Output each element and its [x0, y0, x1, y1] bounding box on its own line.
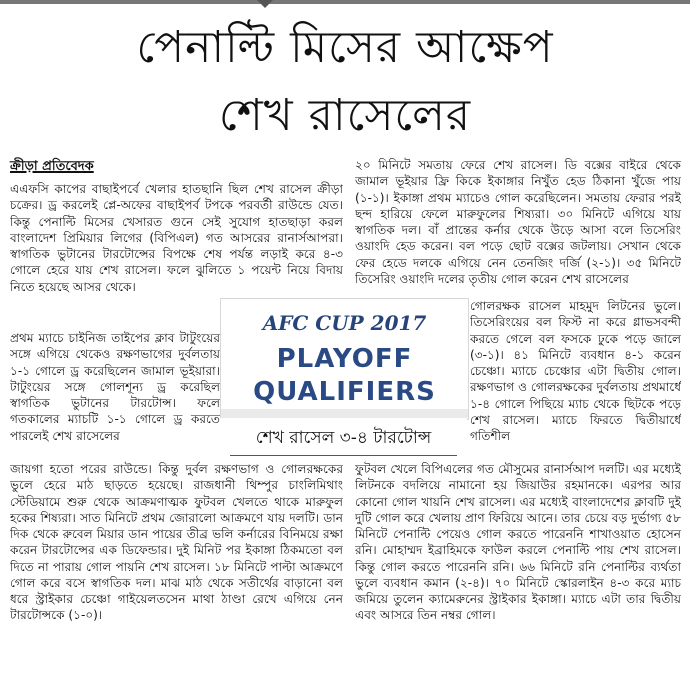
paragraph: গোলরক্ষক রাসেল মাহমুদ লিটনের ভুলে। তিসেরিংয়ের বল ফিস্ট না করে গ্লাভসবন্দী করতে গেলে বল ফসকে ঢুকে পড়ে জালে (৩-১)। ৪১ মিনিটে ব্যবধান ৪-১ করেন চেঞ্চো। ম্যাচে চেঞ্চোর এটা দ্বিতীয় গোল। রক্ষণভাগ ও গোলরক্ষকের দুর্বলতায় প্রথমার্ধে ১-৪ গোলে পিছিয়ে ম্যাচ থেকে ছিটকে পড়ে শেখ রাসেল। ম্যাচে ফিরতে দ্বিতীয়ার্ধে গতিশীল: [470, 299, 681, 443]
afc-cup-promo-image: [220, 298, 469, 420]
article-right-middle: [470, 298, 681, 458]
headline-line-2: শেখ রাসেলের: [218, 90, 472, 141]
promo-cup-title: AFC CUP 2017: [262, 311, 427, 335]
paragraph: ফুটবল খেলে বিপিএলের গত মৌসুমের রানার্সআপ দলটি। এর মধ্যেই লিটনকে বদলিয়ে নামানো হয় জিয়াউর রহমানকে। এরপর আর কোনো গোল খায়নি শেখ রাসেল। এর মধ্যেই বাংলাদেশের ক্লাবটি দুই দুটি গোল করে খেলায় প্রাণ ফিরিয়ে আনে। তার চেয়ে বড় দুর্ভাগ্য ৫৮ মিনিটে পেনাল্টি পেয়েও গোল করতে পারেননি শাখাওয়াত হোসেন রনি। মোহাম্মদ ইব্রাহিমকে ফাউল করলে পেনাল্টি পায় শেখ রাসেল। কিন্তু গোল করতে পারেননি রনি। ৬৬ মিনিটে রনি পেনাল্টির ব্যর্থতা ভুলে ব্যবধান কমান (২-৪)। ৭০ মিনিটে স্কোরলাইন ৪-৩ করে ম্যাচ জমিয়ে তুলেন ক্যামেরুনের স্ট্রাইকার ইকাঙ্গা। ম্যাচে এটা তার দ্বিতীয় এবং আসরে তিন নম্বর গোল।: [355, 462, 681, 623]
top-notch: [257, 0, 273, 8]
paragraph: ২০ মিনিটে সমতায় ফেরে শেখ রাসেল। ডি বক্সের বাইরে থেকে জামাল ভূইয়ার ফ্রি কিকে ইকাঙ্গার নিখুঁত হেড ঠিকানা খুঁজে পায় (১-১)। ইকাঙ্গা প্রথম ম্যাচেও গোল করেছিলেন। সমতায় ফেরার পরই ছন্দ হারিয়ে ফেলে মারুফুলের শিষ্যরা। ৩০ মিনিটে এগিয়ে যায় স্বাগতিক দল। বাঁ প্রান্তের কর্নার থেকে উড়ে আসা বলে তিসেরিং ওয়াংদি হেড করেন। বল পড়ে ছোট বক্সের জটলায়। সেখান থেকে ফের হেডে দলকে এগিয়ে নেন তেনজিং দর্জি (২-১)। ৩৫ মিনিটে তিসেরিং ওয়াংদি দলের তৃতীয় গোল করেন শেখ রাসেলের: [355, 158, 681, 286]
paragraph: জায়গা হতো পরের রাউন্ডে। কিন্তু দুর্বল রক্ষণভাগ ও গোলরক্ষকের ভুলে হেরে মাঠ ছাড়তে হয়েছে। রাজধানী থিম্পুর চাংলিমিথাং স্টেডিয়ামে শুরু থেকে আক্রমণাত্মক ফুটবল খেলতে থাকে মারুফুল হকের শিষ্যরা। সাত মিনিটে প্রথম জোরালো আক্রমণে যায় দলটি। ডান দিক থেকে রুবেল মিয়ার ডান পায়ের তীব্র ভলি কর্নারের বিনিময়ে রক্ষা করেন টারটোন্সের এক ডিফেন্ডার। দুই মিনিট পর ইকাঙ্গা ঠিকমতো বল দিতে না পারায় গোল পায়নি শেখ রাসেল। ১৮ মিনিটে পাল্টা আক্রমণে গোল করে বসে স্বাগতিক দল। মাঝ মাঠ থেকে সতীর্থের বাড়ানো বল ধরে স্ট্রাইকার চেঞ্চো গাইয়েলতসেন মাথা ঠাণ্ডা রেখে এগিয়ে নেন টারটোন্সকে (১-০)।: [10, 462, 343, 623]
byline: ক্রীড়া প্রতিবেদক: [10, 159, 94, 174]
promo-qualifiers: QUALIFIERS: [253, 377, 436, 407]
article-left-middle: [10, 330, 220, 460]
photo-caption: শেখ রাসেল ৩-৪ টারটোন্স: [220, 418, 467, 458]
top-rule: [0, 0, 690, 4]
paragraph: এএফসি কাপের বাছাইপর্বে খেলার হাতছানি ছিল শেখ রাসেল ক্রীড়া চক্রের। ড্র করলেই প্লে-অফের বাছাইপর্ব টপকে পরবর্তী রাউন্ডে যেত। কিন্তু পেনাল্টি মিসের খেসারত গুনে সেই সুযোগ হাতছাড়া করল বাংলাদেশ প্রিমিয়ার লিগের (বিপিএল) গত আসরের রানার্সআপরা। স্বাগতিক ভুটানের টারটোন্সের বিপক্ষে শেষ পর্যন্ত লড়াই করে ৪-৩ গোলে হেরে যায় শেখ রাসেল। ফলে ঝুলিতে ১ পয়েন্ট নিয়ে বিদায় নিতে হয়েছে আসর থেকে।: [10, 182, 343, 294]
headline-line-1: পেনাল্টি মিসের আক্ষেপ: [136, 22, 554, 73]
article-right-bottom: [355, 461, 681, 696]
paragraph: প্রথম ম্যাচে চাইনিজ তাইপের ক্লাব টাটুংয়ের সঙ্গে এগিয়ে থেকেও রক্ষণভাগের দুর্বলতায় ১-১ গোলে ড্র করেছিলেন জামাল ভূইয়ারা। টাটুংয়ের সঙ্গে গোলশূন্য ড্র করেছিল স্বাগতিক ভুটানের টারটোন্স। ফলে গতকালের ম্যাচটি ১-১ গোলে ড্র করতে পারলেই শেখ রাসেলের: [10, 331, 220, 443]
promo-playoff: PLAYOFF: [276, 344, 413, 374]
article-left-bottom: [10, 461, 343, 696]
